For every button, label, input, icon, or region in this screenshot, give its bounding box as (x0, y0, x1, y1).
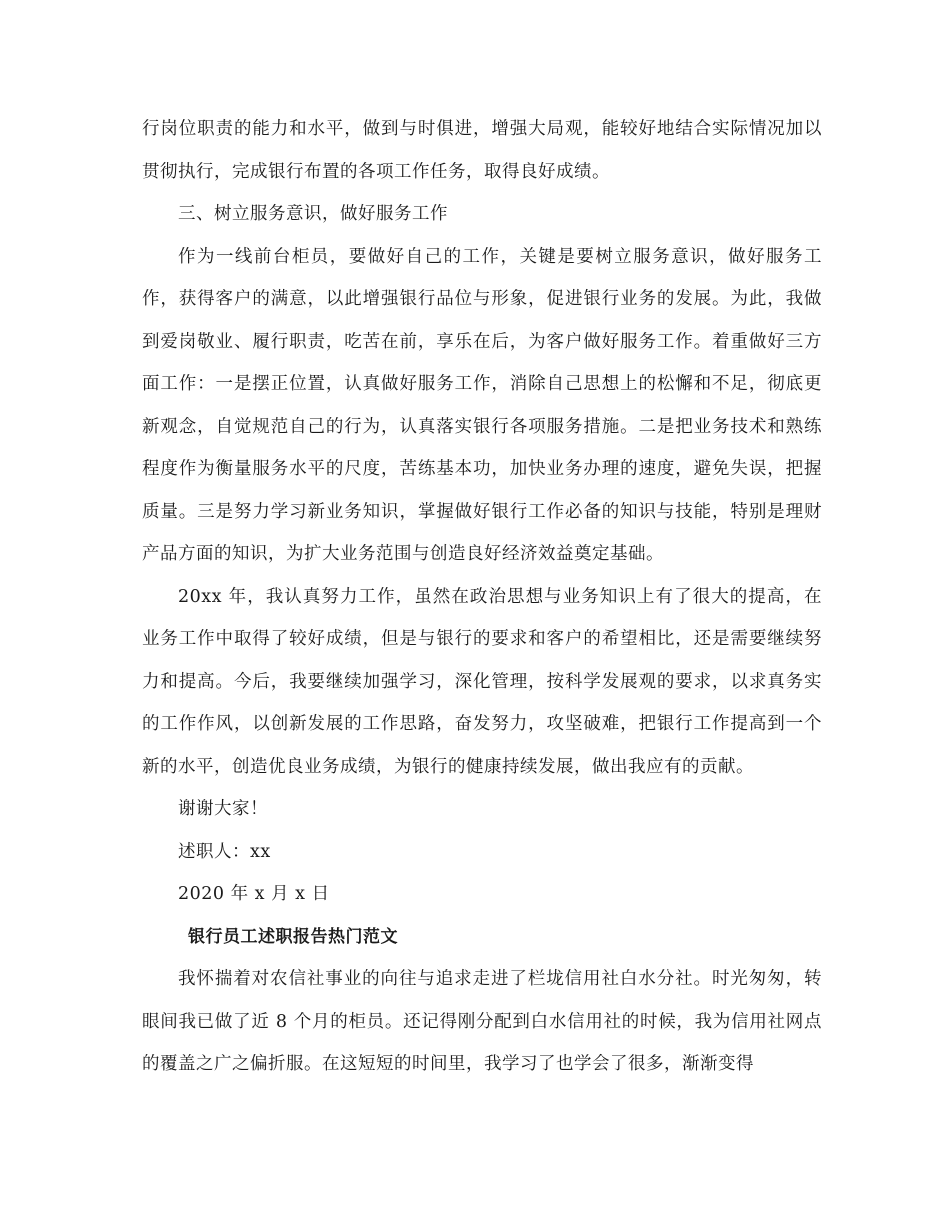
report-date: 2020 年 x 月 x 日 (178, 884, 330, 904)
article-title: 银行员工述职报告热门范文 (188, 926, 398, 947)
paragraph-article-intro: 我怀揣着对农信社事业的向往与追求走进了栏垅信用社白水分社。时光匆匆，转眼间我已做了近 8 个月的柜员。还记得刚分配到白水信用社的时候，我为信用社网点的覆盖之广之偏折服。在这短短的时间里，我学习了也学会了很多，渐渐变得 (142, 969, 822, 1074)
section-heading-service: 三、树立服务意识，做好服务工作 (178, 204, 448, 224)
paragraph-summary: 20xx 年，我认真努力工作，虽然在政治思想与业务知识上有了很大的提高，在业务工作中取得了较好成绩，但是与银行的要求和客户的希望相比，还是需要继续努力和提高。今后，我要继续加强学习，深化管理，按科学发展观的要求，以求真务实的工作作风，以创新发展的工作思路，奋发努力，攻坚破难，把银行工作提高到一个新的水平，创造优良业务成绩，为银行的健康持续发展，做出我应有的贡献。 (142, 586, 822, 777)
paragraph-continuation: 行岗位职责的能力和水平，做到与时俱进，增强大局观，能较好地结合实际情况加以贯彻执行，完成银行布置的各项工作任务，取得良好成绩。 (142, 119, 822, 182)
reporter-signature: 述职人：xx (178, 841, 271, 862)
document-body (142, 108, 822, 1086)
closing-thanks: 谢谢大家！ (178, 799, 268, 819)
paragraph-service-work: 作为一线前台柜员，要做好自己的工作，关键是要树立服务意识，做好服务工作，获得客户的满意，以此增强银行品位与形象，促进银行业务的发展。为此，我做到爱岗敬业、履行职责，吃苦在前，享乐在后，为客户做好服务工作。着重做好三方面工作：一是摆正位置，认真做好服务工作，消除自己思想上的松懈和不足，彻底更新观念，自觉规范自己的行为，认真落实银行各项服务措施。二是把业务技术和熟练程度作为衡量服务水平的尺度，苦练基本功，加快业务办理的速度，避免失误，把握质量。三是努力学习新业务知识，掌握做好银行工作必备的知识与技能，特别是理财产品方面的知识，为扩大业务范围与创造良好经济效益奠定基础。 (142, 246, 822, 564)
